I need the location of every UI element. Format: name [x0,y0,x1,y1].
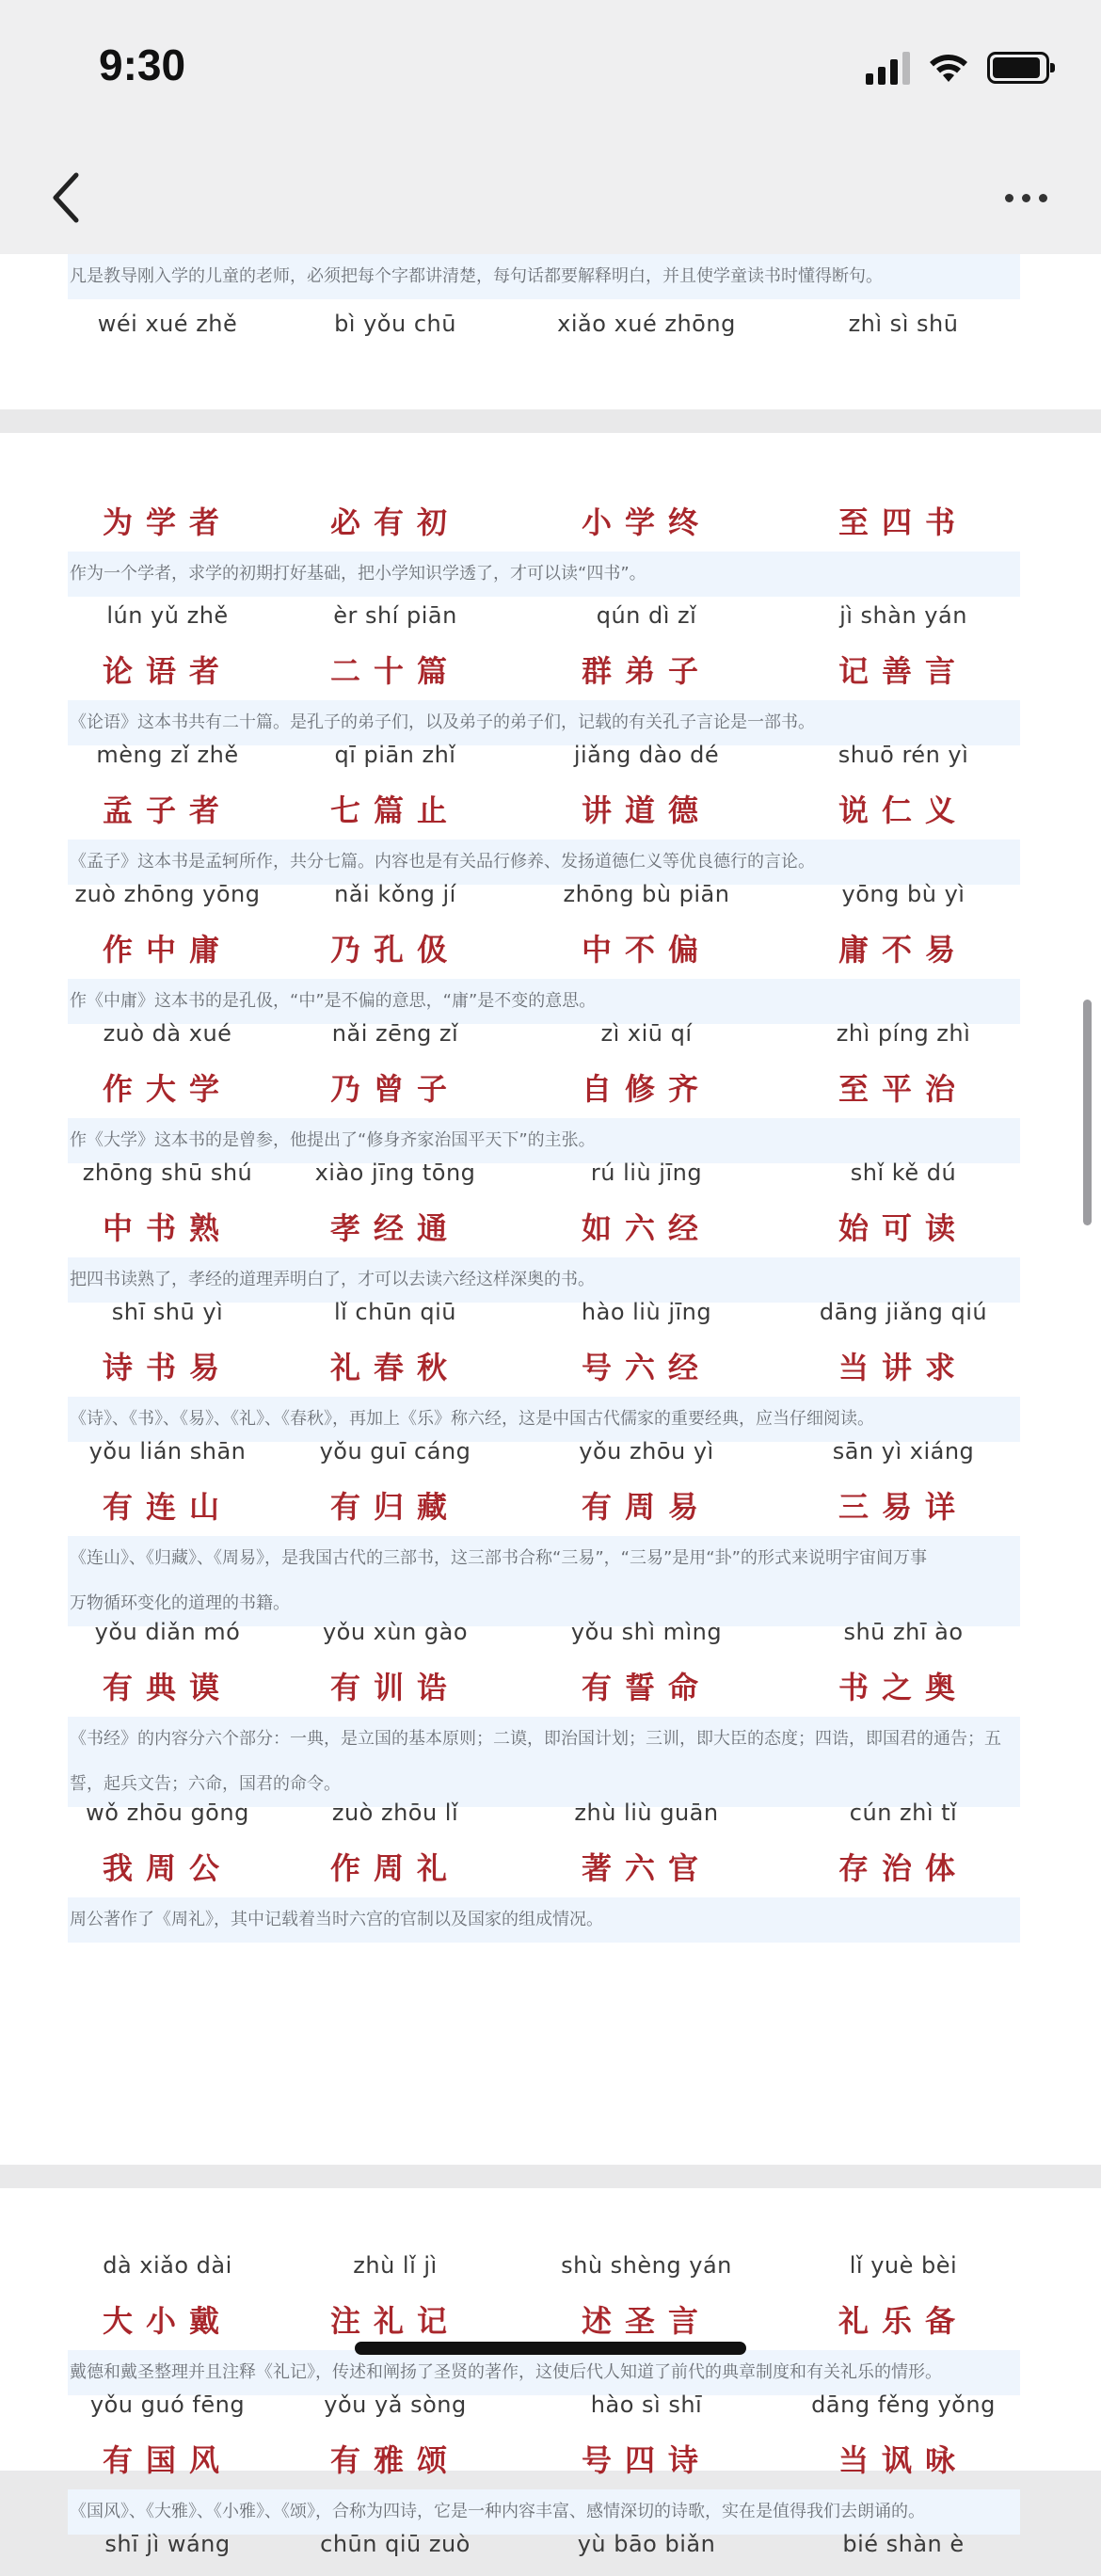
hanzi: 有誓命 [581,1670,711,1705]
pinyin: zhì píng zhì [836,1020,971,1047]
verse-translation: 周公著作了《周礼》，其中记载着当时六宫的官制以及国家的组成情况。 [68,1897,1020,1943]
pinyin: lǐ yuè bèi [849,2252,958,2279]
pinyin: lún yǔ zhě [106,602,229,629]
pinyin: dāng fěng yǒng [811,2392,996,2418]
pinyin: zhù liù guān [574,1800,719,1826]
pinyin-row [0,2245,1101,2297]
pinyin: bì yǒu chū [334,311,456,337]
verse-block [0,1792,1101,1943]
pinyin: yǒu diǎn mó [94,1619,241,1645]
pinyin: lǐ chūn qiū [333,1299,457,1325]
pinyin: yǒu guó fēng [89,2392,246,2418]
hanzi: 述圣言 [581,2303,711,2339]
pinyin: yǒu guī cáng [319,1438,471,1464]
pinyin-row [0,1792,1101,1845]
hanzi-row [0,1845,1101,1897]
hanzi: 始可读 [838,1210,968,1246]
hanzi: 礼乐备 [838,2303,968,2339]
verse-block [0,873,1101,1024]
verse-translation: 万物循环变化的道理的书籍。 [68,1581,1020,1626]
hanzi: 为学者 [102,504,232,540]
article-content[interactable] [0,254,1101,2557]
hanzi: 至平治 [838,1071,968,1107]
hanzi-row [0,2437,1101,2489]
hanzi: 大小戴 [102,2303,232,2339]
home-indicator[interactable] [355,2342,746,2355]
pinyin: shuō rén yì [838,742,969,768]
hanzi-row [0,787,1101,840]
pinyin: yǒu lián shān [88,1438,247,1464]
hanzi: 至四书 [838,504,968,540]
pinyin-row [0,1013,1101,1065]
hanzi: 有周易 [581,1489,711,1525]
pinyin: shī jì wáng [104,2531,231,2557]
pinyin-row [0,595,1101,648]
hanzi: 中不偏 [581,932,711,968]
hanzi: 我周公 [102,1850,232,1886]
verse-block [0,1291,1101,1442]
pinyin: shǐ kě dú [850,1160,957,1186]
status-time: 9:30 [99,40,186,89]
battery-icon [987,52,1049,84]
pinyin: chūn qiū zuò [320,2531,471,2557]
pinyin: zhōng shū shú [82,1160,253,1186]
hanzi: 号六经 [581,1350,711,1385]
pinyin: hào liù jīng [581,1299,712,1325]
pinyin: hào sì shī [590,2392,703,2418]
pinyin: dà xiǎo dài [103,2252,232,2279]
verse-card [0,2188,1101,2557]
hanzi-row [0,1483,1101,1536]
hanzi: 礼春秋 [329,1350,460,1385]
verse-translation: 凡是教导刚入学的儿童的老师，必须把每个字都讲清楚，每句话都要解释明白，并且使学童读书时懂得断句。 [68,254,1020,299]
hanzi: 论语者 [102,653,232,689]
verse-block [0,2523,1101,2576]
hanzi: 说仁义 [838,792,968,828]
hanzi: 乃曾子 [329,1071,460,1107]
hanzi-row [0,1344,1101,1397]
hanzi: 有雅颂 [329,2442,460,2478]
verse-block [0,2245,1101,2395]
pinyin: zhōng bù piān [563,881,730,907]
hanzi: 作周礼 [329,1850,460,1886]
pinyin: rú liù jīng [590,1160,703,1186]
hanzi: 当讲求 [838,1350,968,1385]
hanzi: 孝经通 [329,1210,460,1246]
verse-block [0,1152,1101,1303]
hanzi: 如六经 [581,1210,711,1246]
pinyin: zhì sì shū [848,311,959,337]
chevron-left-icon [50,171,82,224]
pinyin: yōng bù yì [841,881,965,907]
hanzi: 作中庸 [102,932,232,968]
hanzi: 三易详 [838,1489,968,1525]
pinyin: qī piān zhǐ [334,742,456,768]
verse-block [0,1611,1101,1807]
hanzi: 小学终 [581,504,711,540]
pinyin: zuò zhōu lǐ [331,1800,459,1826]
verse-translation: 作《大学》这本书的是曾参，他提出了“修身齐家治国平天下”的主张。 [68,1118,1020,1163]
hanzi: 乃孔伋 [329,932,460,968]
hanzi: 诗书易 [102,1350,232,1385]
pinyin: yǒu xùn gào [322,1619,469,1645]
pinyin: shū zhī ào [843,1619,964,1645]
verse-block [0,595,1101,745]
more-dot-icon [1039,194,1047,202]
verse-card [0,254,1101,409]
pinyin: zì xiū qí [600,1020,693,1047]
verse-translation: 《连山》、《归藏》、《周易》，是我国古代的三部书，这三部书合称“三易”，“三易”是用“卦”的形式来说明宇宙间万事 [68,1536,1020,1581]
pinyin-row [0,2523,1101,2576]
verse-translation: 《论语》这本书共有二十篇。是孔子的弟子们，以及弟子的弟子们，记载的有关孔子言论是一部书。 [68,700,1020,745]
pinyin: wéi xué zhě [97,311,238,337]
verse-block [0,2384,1101,2535]
verse-translation: 誓，起兵文告；六命，国君的命令。 [68,1762,1020,1807]
pinyin-row [0,1152,1101,1205]
hanzi: 庸不易 [838,932,968,968]
hanzi: 讲道德 [581,792,711,828]
pinyin: shù shèng yán [561,2252,732,2279]
hanzi: 有归藏 [329,1489,460,1525]
hanzi: 二十篇 [329,653,460,689]
verse-translation: 《诗》、《书》、《易》、《礼》、《春秋》，再加上《乐》称六经，这是中国古代儒家的重要经典，应当仔细阅读。 [68,1397,1020,1442]
hanzi-row [0,648,1101,700]
verse-translation: 把四书读熟了，孝经的道理弄明白了，才可以去读六经这样深奥的书。 [68,1257,1020,1303]
verse-card [0,433,1101,2165]
more-dot-icon [1022,194,1030,202]
pinyin: shī shū yì [111,1299,224,1325]
more-options-button[interactable] [993,174,1059,221]
hanzi: 著六官 [581,1850,711,1886]
verse-translation: 作《中庸》这本书的是孔伋，“中”是不偏的意思，“庸”是不变的意思。 [68,979,1020,1024]
pinyin: wǒ zhōu gōng [86,1800,249,1826]
hanzi: 存治体 [838,1850,968,1886]
more-dot-icon [1005,194,1013,202]
hanzi-row [0,926,1101,979]
pinyin: dāng jiǎng qiú [819,1299,988,1325]
pinyin-row [0,873,1101,926]
pinyin: yǒu yǎ sòng [324,2392,467,2418]
hanzi-row [0,1205,1101,1257]
hanzi: 记善言 [838,653,968,689]
hanzi-row [0,1065,1101,1118]
hanzi: 群弟子 [581,653,711,689]
hanzi: 七篇止 [329,792,460,828]
hanzi: 有连山 [102,1489,232,1525]
hanzi: 有国风 [102,2442,232,2478]
scroll-indicator[interactable] [1083,1000,1092,1225]
pinyin: yǒu shì mìng [570,1619,723,1645]
pinyin: zuò zhōng yōng [74,881,261,907]
hanzi: 书之奥 [838,1670,968,1705]
pinyin-row [0,303,1101,356]
pinyin-row [0,1611,1101,1664]
hanzi: 作大学 [102,1071,232,1107]
pinyin: cún zhì tǐ [849,1800,958,1826]
verse-translation: 作为一个学者，求学的初期打好基础，把小学知识学透了，才可以读“四书”。 [68,552,1020,597]
pinyin: èr shí piān [333,602,457,629]
status-icons [866,51,1049,85]
hanzi: 注礼记 [329,2303,460,2339]
verse-block [0,1431,1101,1626]
hanzi: 孟子者 [102,792,232,828]
pinyin-row [0,1431,1101,1483]
verse-block [0,1013,1101,1163]
pinyin-row [0,734,1101,787]
status-bar [0,0,1101,141]
hanzi: 号四诗 [581,2442,711,2478]
hanzi-row [0,499,1101,552]
pinyin: nǎi kǒng jí [334,881,456,907]
hanzi: 自修齐 [581,1071,711,1107]
nav-bar [0,141,1101,254]
pinyin: nǎi zēng zǐ [331,1020,459,1047]
hanzi: 中书熟 [102,1210,232,1246]
verse-block [0,254,1101,356]
pinyin: sān yì xiáng [832,1438,975,1464]
hanzi: 有训诰 [329,1670,460,1705]
pinyin: mèng zǐ zhě [96,742,239,768]
pinyin-row [0,1291,1101,1344]
verse-block [0,499,1101,597]
hanzi: 必有初 [329,504,460,540]
pinyin: xiǎo xué zhōng [557,311,736,337]
verse-translation: 《书经》的内容分六个部分：一典，是立国的基本原则；二谟，即治国计划；三训，即大臣的态度；四诰，即国君的通告；五 [68,1717,1020,1762]
hanzi: 有典谟 [102,1670,232,1705]
pinyin: jiǎng dào dé [573,742,720,768]
hanzi: 当讽咏 [838,2442,968,2478]
wifi-icon [927,51,970,85]
verse-translation: 《孟子》这本书是孟轲所作，共分七篇。内容也是有关品行修养、发扬道德仁义等优良德行的言论。 [68,840,1020,885]
pinyin-row [0,2384,1101,2437]
cellular-signal-icon [866,51,910,85]
pinyin: yǒu zhōu yì [579,1438,714,1464]
back-button[interactable] [38,169,94,226]
pinyin: zuò dà xué [103,1020,232,1047]
verse-translation: 《国风》、《大雅》、《小雅》、《颂》，合称为四诗，它是一种内容丰富、感情深切的诗歌，实在是值得我们去朗诵的。 [68,2489,1020,2535]
pinyin: bié shàn è [842,2531,965,2557]
pinyin: zhù lǐ jì [353,2252,438,2279]
verse-block [0,734,1101,885]
pinyin: jì shàn yán [839,602,967,629]
pinyin: xiào jīng tōng [314,1160,476,1186]
pinyin: yù bāo biǎn [577,2531,716,2557]
verse-translation: 戴德和戴圣整理并且注释《礼记》，传述和阐扬了圣贤的著作，这使后代人知道了前代的典章制度和有关礼乐的情形。 [68,2350,1020,2395]
pinyin: qún dì zǐ [596,602,697,629]
hanzi-row [0,1664,1101,1717]
